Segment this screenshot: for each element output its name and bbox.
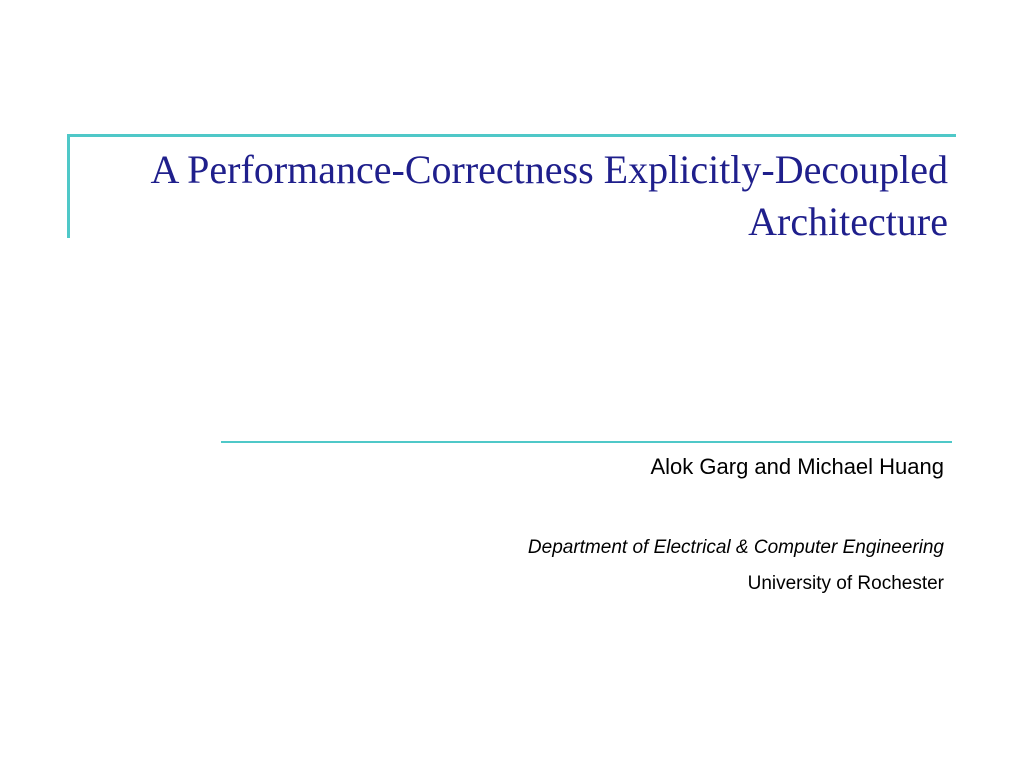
title-line-2: Architecture: [748, 199, 948, 244]
title-line-1: A Performance-Correctness Explicitly-Decoupled: [150, 147, 948, 192]
university-name: University of Rochester: [747, 573, 944, 594]
subtitle-divider-rule: [221, 441, 952, 443]
author-names: Alok Garg and Michael Huang: [650, 454, 944, 479]
title-top-rule: [67, 134, 956, 137]
title-left-rule: [67, 134, 70, 238]
department-name: Department of Electrical & Computer Engineering: [527, 537, 944, 558]
slide-title: [88, 144, 948, 248]
